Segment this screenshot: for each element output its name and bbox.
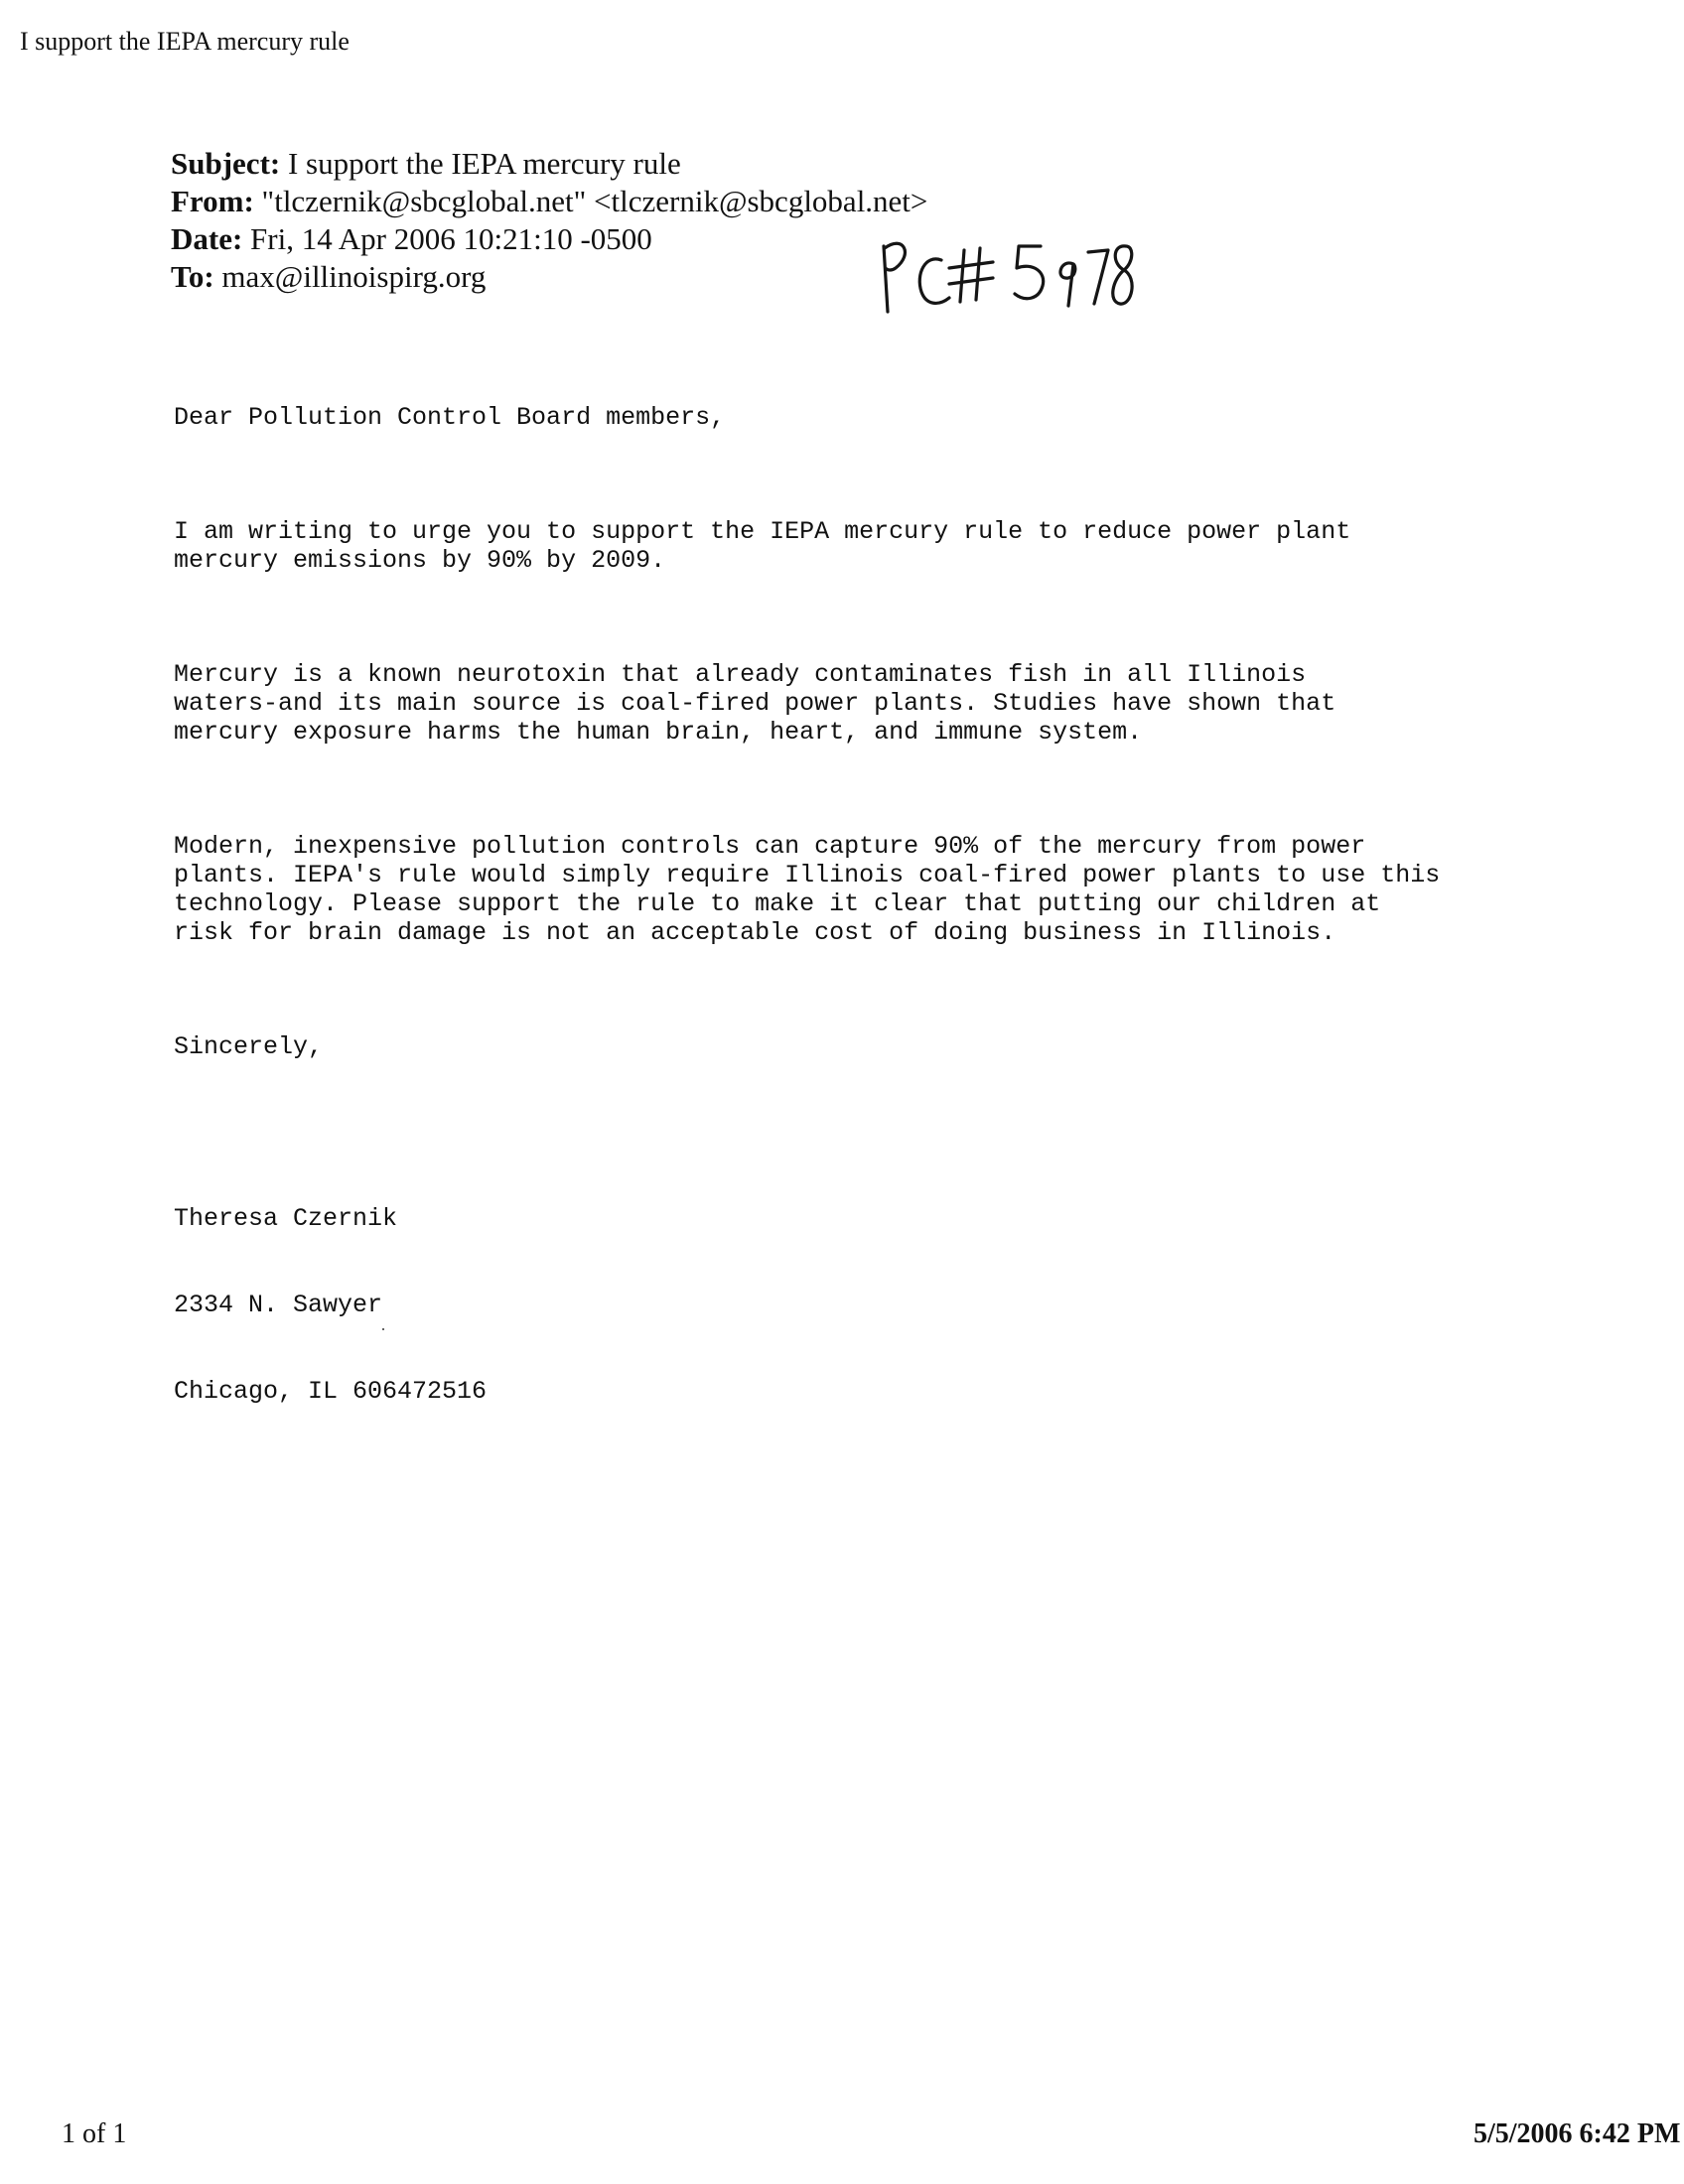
- subject-row: [171, 145, 927, 183]
- handwritten-pc-number: [870, 224, 1138, 324]
- letter-paragraph-1: I am writing to urge you to support the IEPA mercury rule to reduce power plant mercury emissions by 90% by 2009.: [174, 517, 1351, 575]
- scan-speck: [382, 1328, 384, 1330]
- to-value: max@illinoispirg.org: [213, 259, 487, 294]
- subject-label: Subject:: [171, 146, 281, 181]
- subject-value: I support the IEPA mercury rule: [280, 146, 681, 181]
- to-label: To:: [171, 259, 214, 294]
- letter-paragraph-3: Modern, inexpensive pollution controls can capture 90% of the mercury from power plants. IEPA's rule would simply require Illinois coal-fired power plants to use this technology. Please support the rule to make it clear that putting our children at risk for brain damage is not an acceptable cost of doing business in Illinois.: [174, 832, 1441, 947]
- signature-street: 2334 N. Sawyer: [174, 1291, 383, 1319]
- printed-timestamp: 5/5/2006 6:42 PM: [1474, 2118, 1681, 2149]
- signature-block: [174, 1147, 1440, 1463]
- from-row: [171, 183, 927, 220]
- letter-salutation: Dear Pollution Control Board members,: [174, 403, 726, 432]
- signature-city: Chicago, IL 606472516: [174, 1377, 488, 1406]
- from-value: "tlczernik@sbcglobal.net" <tlczernik@sbcglobal.net>: [253, 184, 928, 218]
- date-value: Fri, 14 Apr 2006 10:21:10 -0500: [242, 221, 652, 256]
- from-label: From:: [171, 184, 254, 218]
- date-row: [171, 220, 927, 258]
- letter-body: [174, 345, 1440, 1492]
- to-row: [171, 258, 927, 296]
- page-header-title: I support the IEPA mercury rule: [20, 27, 350, 56]
- signature-name: Theresa Czernik: [174, 1204, 398, 1233]
- letter-paragraph-2: Mercury is a known neurotoxin that already contaminates fish in all Illinois waters-and its main source is coal-fired power plants. Studies have shown that mercury exposure harms the human brain, heart, and immune system.: [174, 660, 1336, 747]
- date-label: Date:: [171, 221, 243, 256]
- page-number: 1 of 1: [62, 2118, 127, 2149]
- email-headers: [171, 145, 927, 296]
- letter-closing: Sincerely,: [174, 1032, 324, 1061]
